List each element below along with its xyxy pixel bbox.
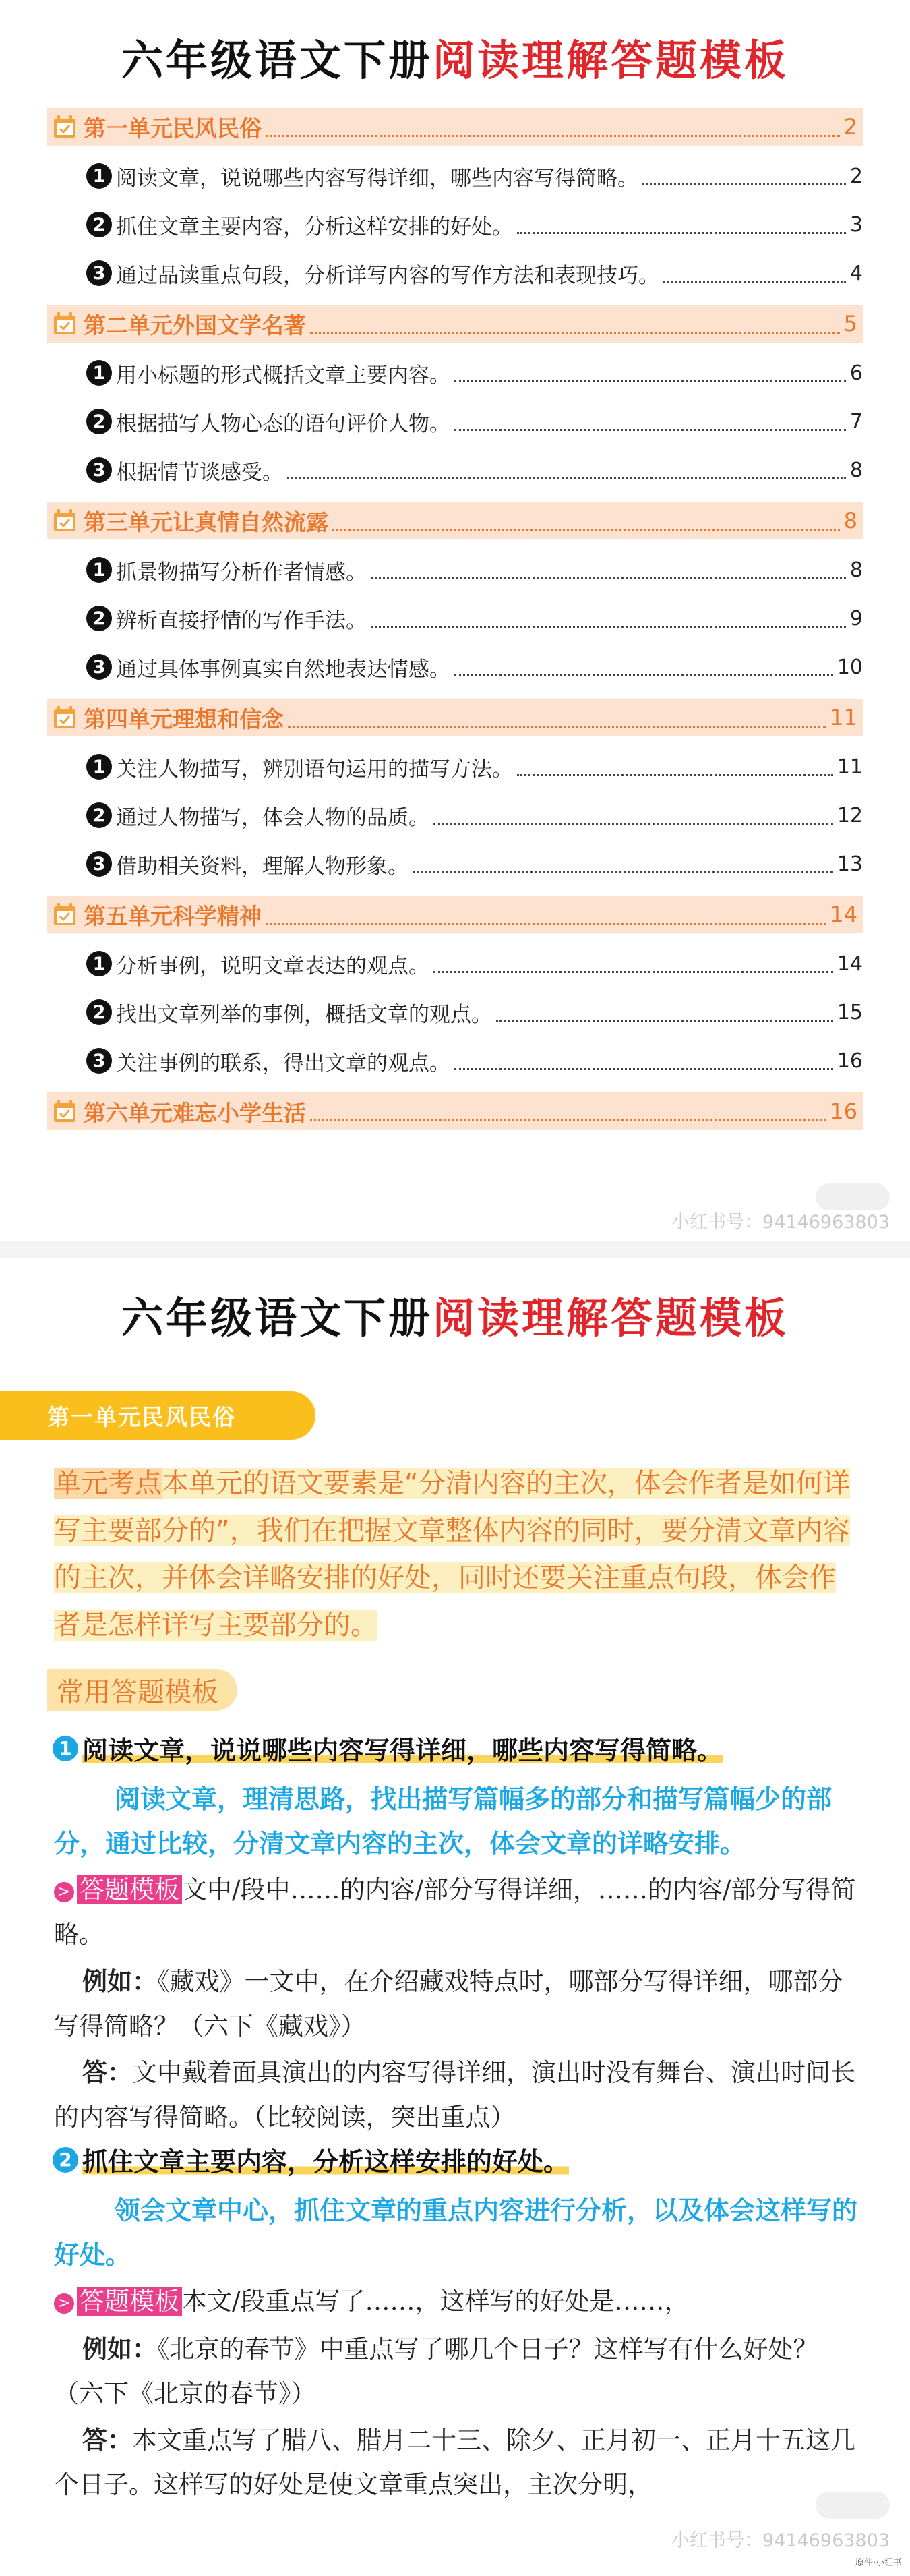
question-1-example — [54, 1959, 863, 2049]
toc-item-row[interactable] — [86, 208, 863, 241]
number-badge-icon: 1 — [86, 754, 112, 780]
toc-item-title: 关注事例的联系，得出文章的观点。 — [116, 1051, 450, 1076]
toc-item-row[interactable] — [86, 453, 863, 487]
toc-unit-title: 第一单元民风民俗 — [84, 115, 262, 142]
toc-unit-page: 5 — [843, 311, 857, 336]
calendar-check-icon — [51, 1098, 78, 1125]
toc-unit-title: 第二单元外国文学名著 — [84, 312, 306, 339]
toc-leader-dots — [332, 511, 840, 531]
calendar-check-icon — [51, 901, 78, 928]
template-text: 文中/段中……的内容/部分写得详细，……的内容/部分写得简略。 — [54, 1875, 856, 1949]
toc-item-page: 8 — [849, 458, 863, 482]
template-tag: 答题模板 — [77, 1875, 182, 1904]
toc-item-row[interactable] — [86, 1044, 863, 1078]
answer-text: 本文重点写了腊八、腊月二十三、除夕、正月初一、正月十五这几个日子。这样写的好处是使文章重点突出，主次分明， — [54, 2426, 855, 2499]
calendar-check-icon — [51, 507, 78, 534]
title-highlight: 阅读理解答题模板 — [433, 1293, 789, 1343]
page-title-2 — [0, 1285, 910, 1345]
number-badge-icon: 3 — [86, 851, 112, 877]
corner-note: 原件·小红书 — [855, 2558, 902, 2568]
number-badge-icon: 3 — [86, 457, 112, 483]
toc-leader-dots — [310, 314, 840, 334]
watermark: 小红书号：94146963803 — [671, 1212, 890, 1233]
toc-item-row[interactable] — [86, 947, 863, 980]
number-badge-icon: 3 — [86, 1048, 112, 1074]
toc-item-row[interactable] — [86, 405, 863, 438]
toc-item-page: 13 — [837, 852, 863, 876]
question-2-text: 抓住文章主要内容，分析这样安排的好处。 — [82, 2141, 569, 2178]
toc-leader-dots — [433, 807, 833, 825]
toc-unit-page: 11 — [830, 705, 857, 730]
toc-item-page: 4 — [849, 261, 863, 285]
unit1-page — [0, 1258, 910, 2576]
toc-unit-title: 第六单元难忘小学生活 — [84, 1099, 306, 1126]
toc-leader-dots — [454, 413, 846, 431]
number-badge-icon: 2 — [86, 409, 112, 434]
question-2-title — [53, 2141, 861, 2178]
answer-label: 答： — [82, 2425, 132, 2455]
toc-item-row[interactable] — [86, 847, 863, 881]
toc-item-page: 14 — [837, 952, 863, 976]
toc-leader-dots — [663, 264, 846, 283]
number-badge-icon: 2 — [86, 802, 112, 828]
toc-unit-page: 14 — [830, 902, 857, 927]
toc-item-row[interactable] — [86, 798, 863, 832]
unit-banner — [0, 1391, 315, 1440]
number-badge-icon: 3 — [86, 654, 112, 680]
toc-item-title: 关注人物描写，辨别语句运用的描写方法。 — [116, 757, 513, 782]
toc-item-row[interactable] — [86, 356, 863, 390]
page-gap — [0, 1241, 910, 1258]
number-badge-icon: 3 — [86, 260, 112, 286]
toc-leader-dots — [496, 1003, 833, 1022]
toc-unit-row[interactable] — [47, 502, 863, 539]
key-point-tag: 单元考点 — [54, 1468, 162, 1499]
toc-item-page: 9 — [849, 606, 863, 631]
toc-item-title: 找出文章列举的事例，概括文章的观点。 — [116, 1002, 492, 1027]
toc-leader-dots — [517, 216, 846, 234]
number-badge-icon: 1 — [86, 951, 112, 976]
toc-leader-dots — [287, 461, 846, 479]
toc-item-row[interactable] — [86, 750, 863, 784]
watermark-2: 小红书号：94146963803 — [671, 2530, 890, 2551]
title-main: 六年级语文下册 — [121, 36, 433, 85]
toc-item-title: 根据情节谈感受。 — [116, 460, 283, 485]
toc-unit-page: 8 — [843, 508, 857, 533]
toc-unit-title: 第五单元科学精神 — [84, 902, 262, 929]
common-template-heading — [47, 1669, 237, 1711]
page-title — [0, 27, 910, 87]
toc-leader-dots — [310, 1102, 826, 1121]
title-highlight: 阅读理解答题模板 — [433, 36, 789, 85]
example-text: 《北京的春节》中重点写了哪几个日子？这样写有什么好处？（六下《北京的春节》） — [54, 2335, 818, 2408]
example-label: 例如： — [82, 2334, 157, 2364]
toc-item-title: 用小标题的形式概括文章主要内容。 — [116, 363, 450, 388]
toc-leader-dots — [371, 610, 846, 628]
watermark-badge — [816, 1183, 890, 1210]
toc-item-row[interactable] — [86, 159, 863, 193]
toc-leader-dots — [288, 708, 826, 728]
example-text: 《藏戏》一文中，在介绍藏戏特点时，哪部分写得详细，哪部分写得简略？（六下《藏戏》） — [54, 1967, 843, 2041]
template-text: 本文/段重点写了……，这样写的好处是……， — [182, 2287, 690, 2316]
toc-item-page: 2 — [849, 164, 863, 188]
toc-leader-dots — [454, 364, 846, 382]
toc-leader-dots — [266, 905, 826, 925]
toc-item-title: 抓住文章主要内容，分析这样安排的好处。 — [116, 214, 513, 239]
toc-item-page: 7 — [849, 409, 863, 434]
toc-unit-row[interactable] — [47, 896, 863, 933]
question-1-answer — [54, 2050, 863, 2140]
answer-label: 答： — [82, 2057, 132, 2087]
number-badge-icon: 2 — [86, 999, 112, 1025]
question-2-guide: 领会文章中心，抓住文章的重点内容进行分析，以及体会这样写的好处。 — [54, 2195, 858, 2270]
toc-leader-dots — [642, 167, 846, 185]
toc-leader-dots — [433, 955, 833, 973]
toc-item-title: 根据描写人物心态的语句评价人物。 — [116, 411, 450, 436]
toc-leader-dots — [454, 1052, 833, 1070]
arrow-right-icon: > — [54, 1882, 74, 1902]
toc-item-title: 通过品读重点句段，分析详写内容的写作方法和表现技巧。 — [116, 263, 659, 288]
toc-page — [0, 0, 910, 1241]
question-2-answer — [54, 2418, 863, 2507]
toc-unit-page: 2 — [843, 114, 857, 140]
toc-item-row[interactable] — [86, 602, 863, 635]
calendar-check-icon — [51, 704, 78, 731]
toc-unit-title: 第四单元理想和信念 — [84, 705, 284, 732]
number-badge-icon: 1 — [86, 557, 112, 583]
toc-unit-row[interactable] — [47, 699, 863, 736]
toc-item-page: 6 — [849, 361, 863, 385]
question-1-template — [54, 1868, 863, 1957]
toc-item-page: 8 — [849, 558, 863, 582]
question-1-guide: 阅读文章，理清思路，找出描写篇幅多的部分和描写篇幅少的部分，通过比较，分清文章内容的主次，体会文章的详略安排。 — [54, 1784, 832, 1858]
toc-item-row[interactable] — [86, 650, 863, 684]
toc-unit-title: 第三单元让真情自然流露 — [84, 508, 328, 535]
question-1-text: 阅读文章，说说哪些内容写得详细，哪些内容写得简略。 — [82, 1730, 723, 1767]
watermark-badge — [816, 2492, 890, 2519]
toc-leader-dots — [413, 855, 833, 873]
toc-item-title: 通过人物描写，体会人物的品质。 — [116, 805, 429, 830]
toc-unit-page: 16 — [830, 1099, 857, 1124]
toc-leader-dots — [454, 658, 833, 676]
template-tag: 答题模板 — [77, 2287, 182, 2316]
unit-key-point — [54, 1460, 859, 1649]
toc-item-page: 10 — [837, 655, 863, 679]
toc-item-title: 借助相关资料，理解人物形象。 — [116, 854, 408, 879]
calendar-check-icon — [51, 310, 78, 337]
toc-leader-dots — [517, 758, 833, 776]
question-2-example — [54, 2326, 863, 2416]
calendar-check-icon — [51, 113, 78, 140]
toc-item-title: 通过具体事例真实自然地表达情感。 — [116, 657, 450, 682]
toc-leader-dots — [371, 561, 846, 579]
number-badge-icon: 2 — [86, 606, 112, 631]
toc-leader-dots — [266, 117, 840, 137]
common-template-label: 常用答题模板 — [57, 1676, 218, 1708]
number-badge-icon: 1 — [86, 360, 112, 386]
answer-text: 文中戴着面具演出的内容写得详细，演出时没有舞台、演出时间长的内容写得简略。（比较阅读，突出重点） — [54, 2058, 855, 2132]
toc-unit-row[interactable] — [47, 1092, 863, 1130]
toc-item-page: 3 — [849, 212, 863, 237]
toc-item-page: 11 — [837, 755, 863, 779]
toc-item-row[interactable] — [86, 995, 863, 1029]
arrow-right-icon: > — [54, 2293, 74, 2314]
unit-banner-label: 第一单元民风民俗 — [47, 1403, 236, 1430]
toc-item-row[interactable] — [86, 256, 863, 290]
number-badge-icon: 2 — [53, 2147, 78, 2173]
toc-unit-row[interactable] — [47, 108, 863, 146]
question-2-template — [54, 2279, 863, 2324]
number-badge-icon: 1 — [86, 163, 112, 189]
number-badge-icon: 1 — [53, 1736, 78, 1761]
toc-item-title: 抓景物描写分析作者情感。 — [116, 560, 367, 585]
toc-item-title: 分析事例，说明文章表达的观点。 — [116, 954, 429, 978]
toc-unit-row[interactable] — [47, 305, 863, 343]
toc-item-page: 16 — [837, 1049, 863, 1073]
title-main: 六年级语文下册 — [121, 1293, 433, 1343]
toc-item-page: 15 — [837, 1000, 863, 1024]
toc-item-title: 辨析直接抒情的写作手法。 — [116, 608, 367, 633]
key-point-text: 本单元的语文要素是“分清内容的主次，体会作者是如何详写主要部分的”，我们在把握文章整体内容的同时，要分清文章内容的主次，并体会详略安排的好处，同时还要关注重点句段，体会作者是怎样详写主要部分的。 — [54, 1468, 850, 1641]
question-1-title — [53, 1730, 861, 1767]
example-label: 例如： — [82, 1966, 157, 1996]
toc-item-page: 12 — [837, 803, 863, 827]
number-badge-icon: 2 — [86, 212, 112, 237]
toc-item-row[interactable] — [86, 553, 863, 587]
toc-item-title: 阅读文章，说说哪些内容写得详细，哪些内容写得简略。 — [116, 166, 638, 191]
